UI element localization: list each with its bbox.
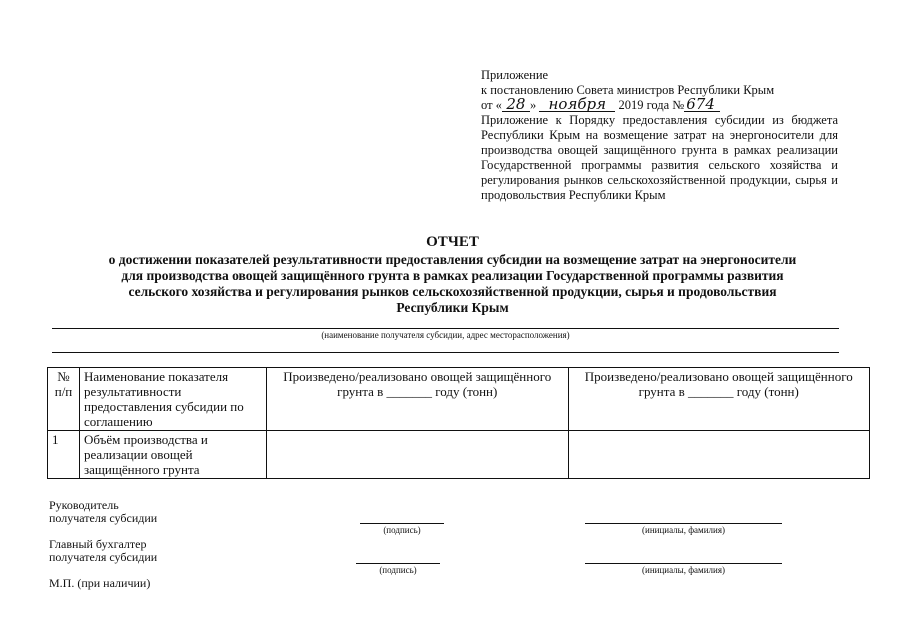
date-sep: » xyxy=(529,98,537,112)
table-row xyxy=(48,431,870,479)
handwritten-day: 28 xyxy=(502,98,530,112)
head-signature-line[interactable] xyxy=(360,523,444,524)
row-value-year-1[interactable] xyxy=(267,431,569,479)
date-year: 2019 года № xyxy=(618,98,685,112)
recipient-caption: (наименование получателя субсидии, адрес месторасположения) xyxy=(321,330,570,340)
head-signature-caption: (подпись) xyxy=(383,525,421,535)
appendix-block xyxy=(481,68,838,203)
report-title: ОТЧЕТ xyxy=(426,234,479,250)
report-subtitle-line-3: сельского хозяйства и регулирования рынков сельскохозяйственной продукции, сырья и продовольствия xyxy=(128,284,777,299)
date-prefix: от « xyxy=(481,98,502,112)
accountant-label-line-2: получателя субсидии xyxy=(49,550,158,564)
row-number: 1 xyxy=(48,431,80,479)
row-indicator: Объём производства и реализации овощей защищённого грунта xyxy=(80,431,267,479)
appendix-date xyxy=(481,95,838,113)
report-subtitle-line-1: о достижении показателей результативности предоставления субсидии на возмещение затрат на энергоносители xyxy=(108,252,797,267)
accountant-signature-caption: (подпись) xyxy=(379,565,417,575)
head-label-line-1: Руководитель xyxy=(49,498,119,512)
head-name-caption: (инициалы, фамилия) xyxy=(642,525,725,535)
recipient-address-line xyxy=(52,352,839,353)
handwritten-decree-number: 674 xyxy=(684,98,720,112)
row-value-year-2[interactable] xyxy=(568,431,870,479)
header-number: № п/п xyxy=(48,368,80,431)
header-indicator: Наименование показателя результативности предоставления субсидии по соглашению xyxy=(80,368,267,431)
accountant-signature-line[interactable] xyxy=(356,563,440,564)
accountant-label-line-1: Главный бухгалтер xyxy=(49,537,147,551)
stamp-place: М.П. (при наличии) xyxy=(49,576,151,590)
report-title-block xyxy=(40,234,865,316)
table-header-row xyxy=(48,368,870,431)
report-table xyxy=(47,367,870,479)
appendix-title: Приложение xyxy=(481,68,549,82)
recipient-name-line xyxy=(52,328,839,329)
accountant-name-line[interactable] xyxy=(585,563,782,564)
head-name-line[interactable] xyxy=(585,523,782,524)
head-label xyxy=(49,499,157,525)
accountant-name-caption: (инициалы, фамилия) xyxy=(642,565,725,575)
handwritten-month: ноября xyxy=(539,98,615,112)
report-subtitle-line-4: Республики Крым xyxy=(396,300,509,315)
head-label-line-2: получателя субсидии xyxy=(49,511,158,525)
report-subtitle-line-2: для производства овощей защищённого грунта в рамках реализации Государственной программы развития xyxy=(121,268,784,283)
header-produced-year-2: Произведено/реализовано овощей защищённого грунта в _______ году (тонн) xyxy=(568,368,870,431)
header-produced-year-1: Произведено/реализовано овощей защищённого грунта в _______ году (тонн) xyxy=(267,368,569,431)
accountant-label xyxy=(49,538,157,564)
appendix-order-text: Приложение к Порядку предоставления субсидии из бюджета Республики Крым на возмещение затрат на энергоносители для производства овощей защищённого грунта в рамках реализации Государственной программы развития сельского хозяйства и регулирования рынков сельскохозяйственной продукции, сырья и продовольствия Республики Крым xyxy=(481,113,838,202)
appendix-decree: к постановлению Совета министров Республики Крым xyxy=(481,83,775,97)
